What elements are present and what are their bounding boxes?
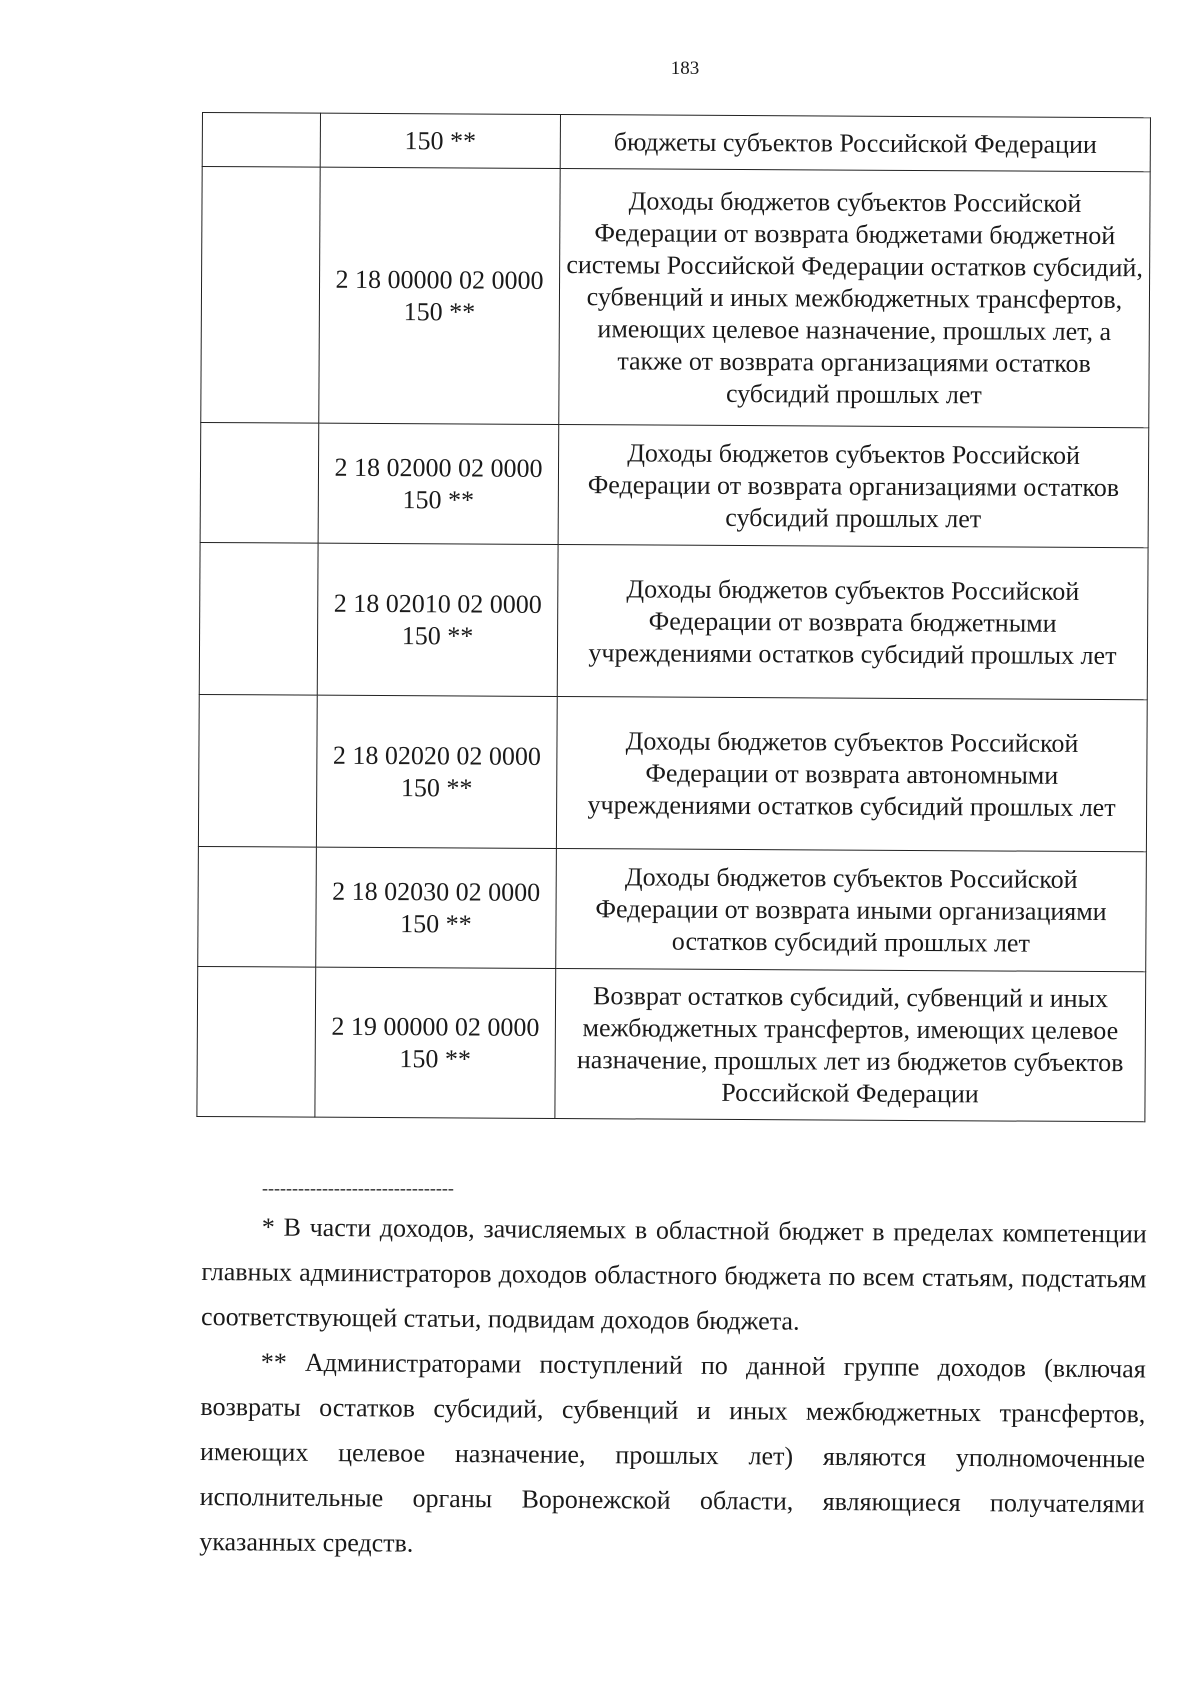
table-row	[198, 846, 1147, 971]
revenue-code-cell: 150 **	[320, 113, 560, 168]
revenue-description-cell: бюджеты субъектов Российской Федерации	[560, 115, 1150, 172]
admin-code-cell	[201, 167, 320, 424]
revenue-codes-table	[196, 112, 1151, 1122]
admin-code-cell	[198, 846, 317, 967]
footnote-double-asterisk: ** Администраторами поступлений по данной группе доходов (включая возвраты остатков субсидий, субвенций и иных межбюджетных трансфертов, имеющих целевое назначение, прошлых лет) являются уполномоченные исполнительные органы Воронежской области, являющиеся получателями указанных средств.	[199, 1347, 1146, 1558]
table-row	[197, 966, 1146, 1121]
revenue-description-cell: Доходы бюджетов субъектов Российской Федерации от возврата организациями остатков субсидий прошлых лет	[558, 424, 1149, 547]
revenue-description-cell: Доходы бюджетов субъектов Российской Федерации от возврата автономными учреждениями остатков субсидий прошлых лет	[556, 696, 1147, 851]
table-row	[201, 167, 1150, 428]
admin-code-cell	[197, 966, 316, 1117]
revenue-code-cell: 2 19 00000 02 0000 150 **	[315, 967, 556, 1118]
admin-code-cell	[198, 694, 317, 847]
revenue-code-cell: 2 18 02010 02 0000 150 **	[317, 543, 558, 696]
admin-code-cell	[199, 542, 318, 695]
revenue-description-cell: Доходы бюджетов субъектов Российской Федерации от возврата бюджетными учреждениями остатков субсидий прошлых лет	[557, 544, 1148, 699]
admin-code-cell	[200, 422, 319, 543]
table-row	[202, 113, 1150, 172]
revenue-description-cell: Возврат остатков субсидий, субвенций и иных межбюджетных трансфертов, имеющих целевое назначение, прошлых лет из бюджетов субъектов Российской Федерации	[555, 968, 1146, 1121]
footnote-single-asterisk: * В части доходов, зачисляемых в областной бюджет в пределах компетенции главных администраторов доходов областного бюджета по всем статьям, подстатьям соответствующей статьи, подвидам доходов бюджета.	[201, 1212, 1147, 1336]
table-row	[199, 542, 1148, 699]
revenue-code-cell: 2 18 02020 02 0000 150 **	[316, 695, 557, 848]
table-row	[200, 422, 1149, 547]
admin-code-cell	[202, 113, 320, 168]
footnote-separator: --------------------------------	[262, 1178, 454, 1198]
table-row	[198, 694, 1147, 851]
revenue-code-cell: 2 18 02030 02 0000 150 **	[316, 847, 557, 968]
page-number: 183	[670, 58, 700, 79]
revenue-description-cell: Доходы бюджетов субъектов Российской Федерации от возврата бюджетами бюджетной системы Российской Федерации остатков субсидий, субвенций и иных межбюджетных трансфертов, имеющих целевое назначение, прошлых лет, а также от возврата организациями остатков субсидий прошлых лет	[559, 169, 1150, 428]
revenue-description-cell: Доходы бюджетов субъектов Российской Федерации от возврата иными организациями остатков субсидий прошлых лет	[556, 848, 1147, 971]
revenue-code-cell: 2 18 00000 02 0000 150 **	[319, 167, 560, 424]
revenue-codes-table-wrapper	[196, 112, 1150, 1122]
footnotes	[199, 1204, 1147, 1571]
revenue-code-cell: 2 18 02000 02 0000 150 **	[318, 423, 559, 544]
